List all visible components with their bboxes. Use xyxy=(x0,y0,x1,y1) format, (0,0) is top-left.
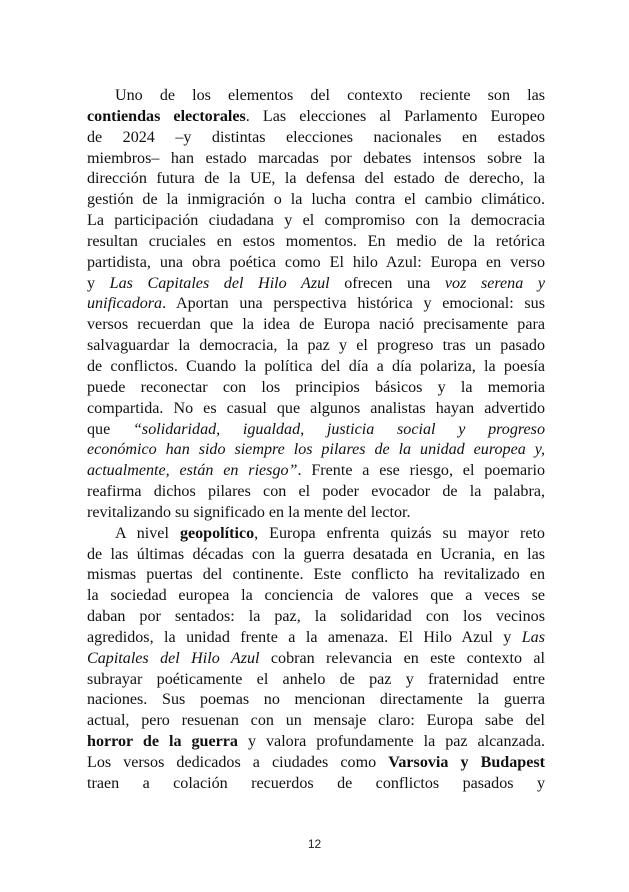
text-line xyxy=(87,628,545,649)
italic-quote: actualmente, están en riesgo” xyxy=(87,462,298,480)
text-line xyxy=(87,524,545,545)
text-line xyxy=(87,420,545,441)
bold-text: Varsovia y Budapest xyxy=(388,754,546,771)
text-line xyxy=(87,149,545,170)
text-line xyxy=(87,586,545,607)
text-line xyxy=(87,711,545,732)
text-line xyxy=(87,190,545,211)
text-line xyxy=(87,774,545,795)
text-line xyxy=(87,211,545,232)
text-span: daban por sentados: la paz, la solidaridad con los vecinos xyxy=(87,608,545,626)
text-line xyxy=(87,399,545,420)
text-span: y valora profundamente la paz alcanzada. xyxy=(237,733,545,751)
text-span: partidista, una obra poética como El hilo Azul: Europa en verso xyxy=(87,253,545,271)
text-span: de 2024 –y distintas elecciones nacionales en estados xyxy=(87,128,545,146)
italic-quote: económico han sido siempre los pilares de la unidad europea y, xyxy=(87,441,545,459)
text-span: La participación ciudadana y el compromiso con la democracia xyxy=(87,212,545,230)
bold-text: geopolítico xyxy=(179,524,255,542)
bold-text: contiendas electorales xyxy=(87,107,246,125)
italic-quote: “solidaridad, igualdad, justicia social y progreso xyxy=(132,420,545,438)
text-span: revitalizando su significado en la mente del lector. xyxy=(87,503,411,521)
text-span: de conflictos. Cuando la política del día a día polariza, la poesía xyxy=(87,357,545,375)
text-span: de las últimas décadas con la guerra desatada en Ucrania, en las xyxy=(87,545,545,563)
text-line xyxy=(87,336,545,357)
text-line xyxy=(87,503,545,524)
italic-text: voz serena y xyxy=(444,274,545,292)
text-line xyxy=(87,169,545,190)
text-line xyxy=(87,440,545,461)
text-span: que xyxy=(87,420,133,438)
page-number: 12 xyxy=(307,837,322,851)
text-span: cobran relevancia en este contexto al xyxy=(259,649,545,667)
text-span: traen a colación recuerdos de conflictos pasados y xyxy=(87,774,545,792)
text-span: miembros– han estado marcadas por debates intensos sobre la xyxy=(87,149,545,167)
paragraph-electoral xyxy=(87,86,545,524)
text-line xyxy=(87,294,545,315)
text-span: resultan cruciales en estos momentos. En medio de la retórica xyxy=(87,232,545,250)
text-line xyxy=(87,274,545,295)
text-line xyxy=(87,482,545,503)
text-span: versos recuerdan que la idea de Europa nació precisamente para xyxy=(87,316,545,334)
text-line xyxy=(87,107,545,128)
italic-text: Las xyxy=(521,628,545,646)
text-line xyxy=(87,607,545,628)
text-span: puede reconectar con los principios básicos y la memoria xyxy=(87,378,545,396)
text-span: reafirma dichos pilares con el poder evocador de la palabra, xyxy=(87,483,545,501)
text-span: mismas puertas del continente. Este conflicto ha revitalizado en xyxy=(87,566,545,584)
italic-text: Capitales del Hilo Azul xyxy=(87,649,260,667)
text-line xyxy=(87,378,545,399)
text-line xyxy=(87,732,545,753)
text-span: salvaguardar la democracia, la paz y el progreso tras un pasado xyxy=(87,337,545,355)
text-line xyxy=(87,545,545,566)
italic-text: unificadora xyxy=(87,295,163,313)
text-line xyxy=(87,461,545,482)
text-span: , Europa enfrenta quizás su mayor reto xyxy=(254,524,545,542)
text-span: Uno de los elementos del contexto reciente son las xyxy=(115,87,545,104)
text-span: compartida. No es casual que algunos analistas hayan advertido xyxy=(87,399,545,417)
text-line xyxy=(87,232,545,253)
text-span: naciones. Sus poemas no mencionan directamente la guerra xyxy=(87,691,545,709)
text-line xyxy=(87,649,545,670)
text-span: A nivel xyxy=(115,524,180,542)
text-span: . Aportan una perspectiva histórica y emocional: sus xyxy=(162,295,545,313)
text-span: . Las elecciones al Parlamento Europeo xyxy=(245,107,545,125)
text-line xyxy=(87,690,545,711)
text-span: dirección futura de la UE, la defensa del estado de derecho, la xyxy=(87,170,545,188)
italic-text: Las Capitales del Hilo Azul xyxy=(109,274,330,292)
text-line xyxy=(87,565,545,586)
text-line xyxy=(87,670,545,691)
text-line xyxy=(87,86,545,107)
text-line xyxy=(87,753,545,774)
text-span: subrayar poéticamente el anhelo de paz y fraternidad entre xyxy=(87,670,545,688)
text-span: agredidos, la unidad frente a la amenaza. El Hilo Azul y xyxy=(87,628,522,646)
bold-text: horror de la guerra xyxy=(87,733,238,751)
body-text xyxy=(87,86,545,795)
text-span: actual, pero resuenan con un mensaje claro: Europa sabe del xyxy=(87,712,545,730)
text-span: . Frente a ese riesgo, el poemario xyxy=(297,462,546,480)
text-span: gestión de la inmigración o la lucha contra el cambio climático. xyxy=(87,191,545,209)
text-span: Los versos dedicados a ciudades como xyxy=(87,754,389,771)
paragraph-geopolitical xyxy=(87,524,545,795)
text-span: y xyxy=(87,274,110,292)
text-line xyxy=(87,253,545,274)
text-line xyxy=(87,357,545,378)
text-span: la sociedad europea la conciencia de valores que a veces se xyxy=(87,587,545,605)
text-line xyxy=(87,315,545,336)
text-span: ofrecen una xyxy=(329,274,445,292)
text-line xyxy=(87,128,545,149)
